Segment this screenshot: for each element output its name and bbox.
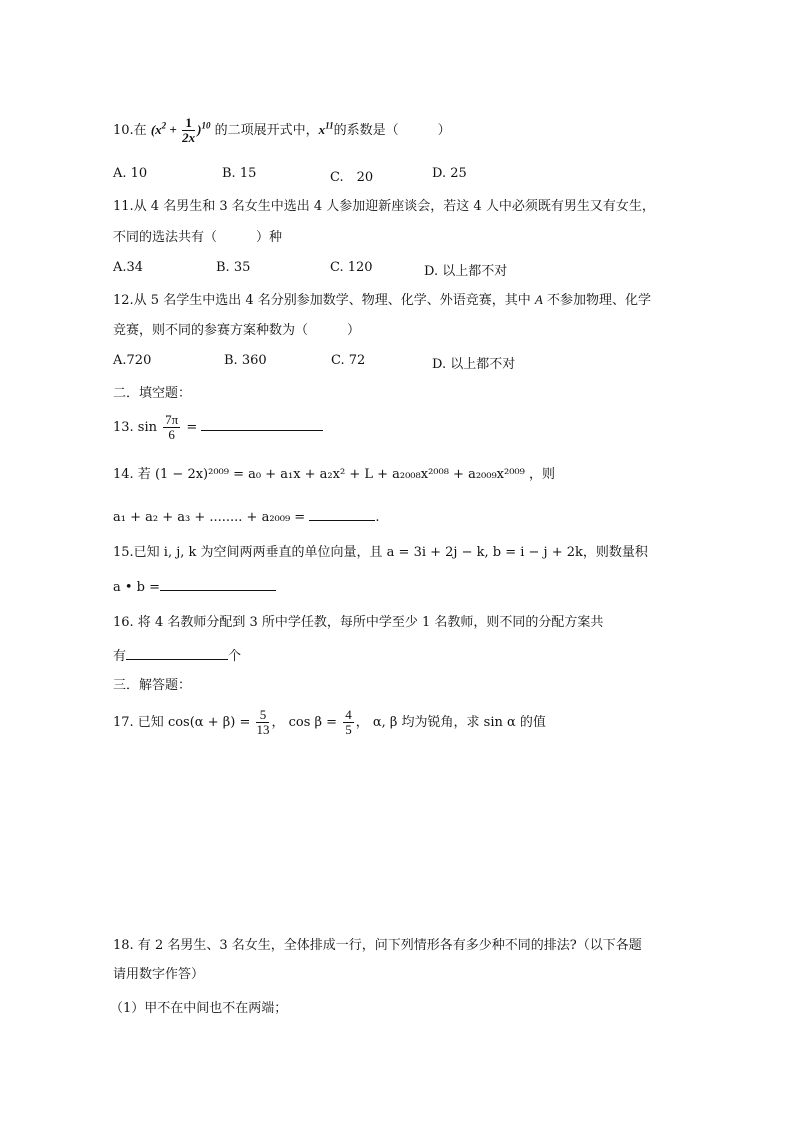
- q16-line1: 16. 将 4 名教师分配到 3 所中学任教，每所中学至少 1 名教师，则不同的分配方案共: [113, 615, 604, 630]
- q12-option-c: C. 72: [331, 353, 366, 368]
- q17-fraction-2: $\frac{4}{5}$: [345, 707, 352, 737]
- q10-mid: 的二项展开式中，: [214, 123, 319, 138]
- q18-sub1: （1）甲不在中间也不在两端；: [110, 1001, 288, 1016]
- q10-fraction: $\frac{1}{2x}$: [182, 115, 196, 145]
- q16-line2: 有 个: [113, 649, 242, 664]
- q12-var-a: A: [534, 292, 543, 307]
- q11-line1: 11.从 4 名男生和 3 名女生中选出 4 人参加迎新座谈会，若这 4 人中必须既有男生又有女生，: [113, 199, 655, 214]
- q11-option-b: B. 35: [216, 260, 251, 275]
- question-13: 13. sin $\frac{7\pi}{6}$ =: [113, 413, 323, 442]
- q10-option-c: C. 20: [330, 170, 374, 185]
- q10-expr: ($x^2$ +: [150, 120, 181, 137]
- q12-line2: 竞赛，则不同的参赛方案种数为（ ）: [113, 323, 361, 338]
- q15-answer-blank[interactable]: [160, 590, 276, 591]
- q10-option-d: D. 25: [432, 166, 467, 181]
- q12-line1: 12.从 5 名学生中选出 4 名分别参加数学、物理、化学、外语竞赛，其中 A 不参加物理、化学: [113, 292, 651, 308]
- section-solution-title: 三．解答题：: [113, 678, 192, 693]
- q18-line2: 请用数字作答）: [113, 967, 205, 982]
- q14-line2: a₁ + a₂ + a₃ + ........ + a₂₀₀₉ = .: [113, 510, 380, 525]
- q17-fraction-1: $\frac{5}{13}$: [256, 707, 270, 737]
- q11-option-c: C. 120: [330, 260, 373, 275]
- q11-option-d: D. 以上都不对: [424, 264, 508, 279]
- q14-line1: 14. 若 (1 − 2x)²⁰⁰⁹ = a₀ + a₁x + a₂x² + L + a₂₀₀₈x²⁰⁰⁸ + a₂₀₀₉x²⁰⁰⁹ ，则: [113, 467, 555, 482]
- q11-option-a: A.34: [113, 260, 144, 275]
- q13-fraction: $\frac{7\pi}{6}$: [165, 412, 179, 442]
- q10-option-a: A. 10: [113, 166, 148, 181]
- question-17: 17. 已知 cos(α + β) = $\frac{5}{13}$ ， cos β = $\frac{4}{5}$ ， α, β 均为锐角，求 sin α 的值: [113, 707, 546, 737]
- q16-answer-blank[interactable]: [126, 659, 228, 660]
- q18-line1: 18. 有 2 名男生、3 名女生，全体排成一行，问下列情形各有多少种不同的排法?（以下各题: [113, 938, 642, 953]
- q15-line2: a • b =: [113, 579, 276, 597]
- question-10: 10.在 ($x^2$ + $\frac{1}{2x}$ )$^{10}$ 的二项展开式中，$x^{11}$的系数是（ ）: [113, 115, 451, 145]
- q11-line2: 不同的选法共有（ ）种: [113, 230, 283, 245]
- q10-option-b: B. 15: [222, 166, 257, 181]
- q10-prefix: 10.在: [113, 123, 147, 138]
- q15-line1: 15.已知 i, j, k 为空间两两垂直的单位向量，且 a = 3i + 2j − k, b = i − j + 2k，则数量积: [113, 545, 648, 560]
- q13-answer-blank[interactable]: [201, 430, 323, 431]
- q10-x-term: $x^{11}$: [318, 120, 334, 137]
- section-fill-in-title: 二．填空题：: [113, 386, 192, 401]
- q10-suffix: 的系数是（ ）: [333, 123, 451, 138]
- q14-answer-blank[interactable]: [309, 520, 375, 521]
- q12-option-a: A.720: [113, 353, 152, 368]
- q12-option-b: B. 360: [224, 353, 267, 368]
- q12-option-d: D. 以上都不对: [432, 357, 516, 372]
